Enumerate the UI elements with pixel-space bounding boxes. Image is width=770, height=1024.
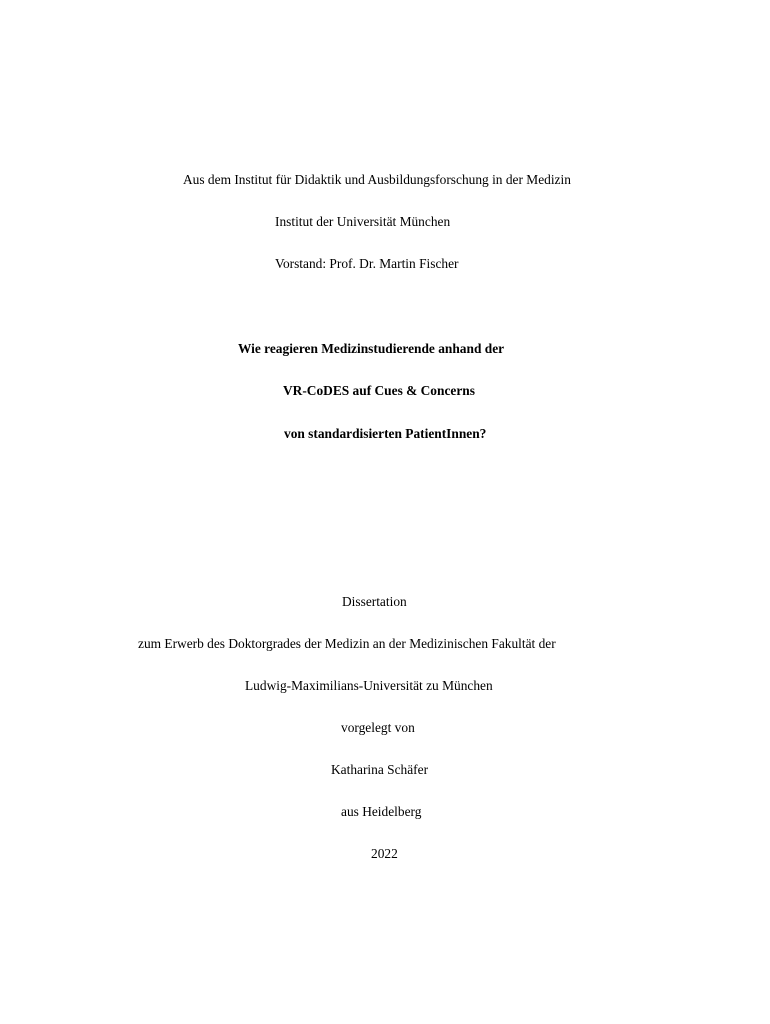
thesis-title-line-1: Wie reagieren Medizinstudierende anhand der: [238, 341, 505, 356]
thesis-title-line-3: von standardisierten PatientInnen?: [284, 426, 487, 441]
author-origin: aus Heidelberg: [341, 804, 422, 819]
institute-line: Aus dem Institut für Didaktik und Ausbildungsforschung in der Medizin: [183, 172, 571, 187]
degree-purpose-line: zum Erwerb des Doktorgrades der Medizin an der Medizinischen Fakultät der: [138, 636, 556, 651]
author-name: Katharina Schäfer: [331, 762, 429, 777]
university-name: Ludwig-Maximilians-Universität zu München: [245, 678, 493, 693]
thesis-title-line-2: VR-CoDES auf Cues & Concerns: [283, 383, 475, 398]
publication-year: 2022: [371, 846, 398, 861]
chair-line: Vorstand: Prof. Dr. Martin Fischer: [275, 256, 459, 271]
document-type: Dissertation: [342, 594, 407, 609]
university-institute-line: Institut der Universität München: [275, 214, 451, 229]
submitted-by-label: vorgelegt von: [341, 720, 415, 735]
